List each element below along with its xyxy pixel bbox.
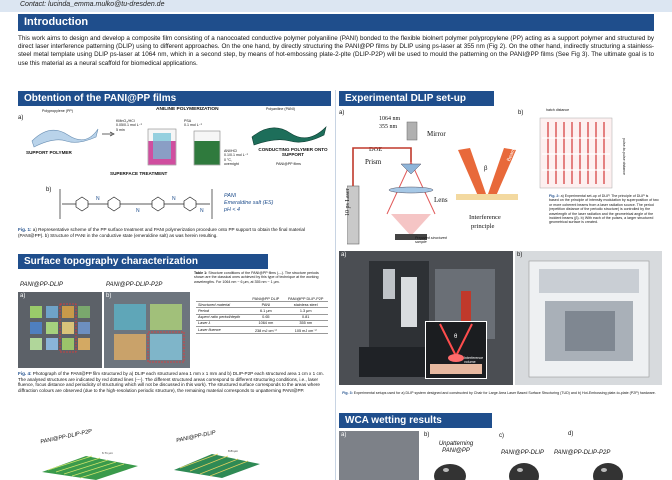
- fig4-caption-text: Photograph of the PANI@PP film structured by a) DLIP each structured area 1 mm x 1 mm and b) DLIP-P2P each structured area 1 cm x 1 cm. The analysed structures are indicated by red dotted lines (---). The different structured areas correspond to different structuring conditions, i.e., laser fluence, focus distance and periodicity of structuring which will not be discussed in this work). The structured surface corresponds to the areas where diffraction colours are observed (due to the high-resolution periodic structure), the remaining material corresponds to unpatterning PANI@PP.: [18, 371, 324, 393]
- kmno4-conc: 0.05/0.1 mol L⁻¹: [116, 123, 142, 128]
- interference-label: Interference: [469, 214, 501, 221]
- ani-text: ANI/HCl: [224, 149, 237, 153]
- pani-salt: Emeraldine salt (ES): [224, 200, 274, 206]
- ani-time: overnight: [224, 162, 239, 167]
- fig1-caption-text: a) Representative scheme of the PP surface treatment and PANI polymerization procedure onto PP support to obtain the final material (PANI@PP). b) Structure of PANI in the conductive state (emeraldine salt) as was herein resulting.: [18, 227, 306, 238]
- fig1-panel-a: a): [18, 115, 24, 121]
- principle-label: principle: [471, 223, 495, 230]
- beams-graphic: [448, 146, 526, 202]
- pani-ph: pH < 4: [224, 207, 241, 213]
- dlip-title: Experimental DLIP set-up: [345, 93, 466, 104]
- wca-title: WCA wetting results: [345, 415, 442, 426]
- structure-table: [196, 296, 328, 334]
- treatment-label: SUPERFACE TREATMENT: [110, 171, 168, 176]
- table-cell: Aspect ratio period/depth: [196, 314, 248, 320]
- doe-label: DOE: [369, 146, 383, 153]
- dlip-header: [339, 91, 494, 106]
- droplet-icon: [432, 458, 468, 480]
- kmno4-conditions: [116, 119, 142, 132]
- conducting-label: [258, 147, 328, 157]
- mirror-label: Mirror: [427, 130, 446, 138]
- svg-text:N: N: [96, 196, 100, 202]
- table1-caption-label: Table 1:: [194, 271, 208, 275]
- table1-caption: [194, 271, 330, 284]
- interference-volume-label: Interference volume: [464, 356, 484, 365]
- prism-label: Prism: [365, 158, 382, 166]
- intro-title: Introduction: [24, 16, 89, 28]
- column-divider: [335, 90, 336, 480]
- topography-map-left: [40, 442, 140, 480]
- wavelength-1: 1064 nm: [379, 116, 401, 122]
- dlip-photo: [18, 292, 102, 368]
- lens-label: Lens: [434, 196, 448, 204]
- table-cell: 1.3 μm: [283, 308, 328, 314]
- pani-legend: [224, 193, 273, 214]
- fig1-panel-b: b): [46, 187, 52, 193]
- table-header-cell: PANI@PP DLIP: [248, 296, 283, 302]
- kmno4-time: 5 min: [116, 127, 125, 132]
- table-cell: 0.65: [248, 314, 283, 320]
- support-label: SUPPORT POLYMER: [26, 150, 72, 155]
- hatch-diagram: [518, 108, 658, 194]
- pp-label: Polypropylene (PP): [42, 109, 73, 113]
- surface-header: [18, 254, 268, 269]
- arrow-icon: [102, 131, 116, 137]
- fig1-caption: [18, 227, 331, 238]
- beaker-icon: [144, 127, 180, 169]
- kmno4-text: KMnO₄/HCl: [116, 119, 135, 123]
- ani-conditions: [224, 149, 248, 167]
- contact-text: Contact: lucinda_emma.mulko@tu-dresden.de: [20, 1, 165, 8]
- table-cell: Structured material: [196, 302, 248, 308]
- table-cell: Laser fluence: [196, 326, 248, 333]
- table-cell: 6.1 μm: [248, 308, 283, 314]
- table-cell: stainless steel: [283, 302, 328, 308]
- p2p-photo: [104, 292, 190, 368]
- svg-text:N: N: [200, 208, 204, 214]
- fig3-caption-text: Experimental setups used for a) DLIP system designed and constructed by Chair for Large Area Laser Based Surface Structuring (TUD) and b) Hot-Embossing plate-to-plate (P2P) hardware.: [352, 391, 656, 395]
- theta-label: θ: [454, 334, 458, 340]
- svg-text:N: N: [136, 208, 140, 214]
- pani-film-graphic: [250, 115, 328, 149]
- fig1-scheme: [18, 107, 331, 225]
- pani-pp-label: PANI@PP films: [276, 162, 301, 166]
- contact-bar: [0, 0, 672, 12]
- pani-structure-graphic: [58, 185, 218, 221]
- p2p-hardware-photo: [515, 251, 662, 385]
- wavelength-2: 355 nm: [379, 124, 398, 130]
- p2p-pattern-graphic: [110, 300, 188, 366]
- fig3-caption-label: Fig. 3:: [342, 391, 353, 395]
- obtention-title: Obtention of the PANI@PP films: [24, 93, 177, 104]
- interference-inset-graphic: [426, 322, 486, 378]
- wca-panel-a: a): [341, 432, 347, 438]
- pani-name: PANI: [224, 193, 237, 199]
- wca-c-label: PANI@PP-DLIP: [501, 450, 544, 456]
- fig2-panel-b: b): [518, 110, 524, 116]
- hatch-grid-graphic: [538, 116, 618, 192]
- wca-d-label: PANI@PP-DLIP-P2P: [554, 450, 611, 456]
- fig2-caption: [549, 194, 659, 225]
- label-dlip-p2p: PANI@PP-DLIP-P2P: [106, 282, 163, 288]
- wca-photo-a: [339, 431, 419, 480]
- ani-conc: 0.1/0.1 mol L⁻¹: [224, 153, 248, 158]
- table1-caption-text: Structure conditions of the PANI@PP films (---). The structure periods shown are the classical ones achieved by this type of technique at the working wavelengths. For 1064 nm ~ 6 μm, at 355 nm ~ 1 μm.: [194, 271, 319, 284]
- wca-b-caption: [426, 441, 486, 455]
- aniline-title: ANILINE POLYMERIZATION: [156, 107, 219, 112]
- psa-conc: 0.1 mol L⁻¹: [184, 123, 202, 128]
- beam1-label: Beam 1: [452, 164, 466, 183]
- beaker-icon: [190, 129, 224, 169]
- table-cell: 105 mJ cm⁻²: [283, 326, 328, 333]
- intro-header: [18, 14, 654, 31]
- laser-label: 10 ps Laser: [345, 188, 351, 216]
- hatch-label: hatch distance: [546, 108, 570, 112]
- surface-title: Surface topography characterization: [24, 256, 198, 267]
- conducting-text: CONDUCTING POLYMER ONTO SUPPORT: [258, 147, 328, 157]
- wca-panel-d: d): [568, 431, 574, 437]
- dlip-system-photo: [339, 251, 513, 385]
- fig4-caption: [18, 371, 331, 393]
- fig2-caption-text: a) Experimental set-up of DLIP. The principle of DLIP is based on the principle of intensity modulation by superposition of two or more coherent beams from a laser radiation source. The period (repetition distance of the periodic structure) is controlled by the wavelength of the laser radiation and the geometrical angle of the incident beams (β). b) With each of the pulses, a larger structured geometrical surface is created.: [549, 194, 659, 225]
- dlip-grid-graphic: [24, 302, 100, 366]
- pani-label: Polyaniline (PANI): [266, 107, 295, 111]
- label-dlip: PANI@PP-DLIP: [20, 282, 63, 288]
- wca-panel-b: b): [424, 432, 430, 438]
- ani-temp: 0 °C,: [224, 157, 233, 162]
- beta-label: β: [484, 166, 488, 172]
- psa-conditions: [184, 119, 202, 128]
- sample-label: Prepared structured sample: [415, 236, 447, 245]
- table-cell: PANI: [248, 302, 283, 308]
- obtention-header: [18, 91, 331, 106]
- svg-text:8.81μm: 8.81μm: [228, 449, 239, 453]
- table-header-cell: PANI@PP DLIP-P2P: [283, 296, 328, 302]
- table-cell: 1064 nm: [248, 320, 283, 326]
- map-right-label: PANI@PP-DLIP: [175, 429, 217, 445]
- photo-b-label: b): [106, 293, 112, 299]
- table-cell: 355 nm: [283, 320, 328, 326]
- table-row: [196, 326, 328, 333]
- photo-a-label: a): [20, 293, 26, 299]
- svg-text:6.71 μm: 6.71 μm: [102, 451, 113, 455]
- fig3-panel-a: a): [341, 252, 347, 258]
- table-cell: 0.81: [283, 314, 328, 320]
- svg-text:N: N: [172, 196, 176, 202]
- beam2-label: Beam 2: [506, 144, 519, 163]
- fig3-caption: [339, 391, 659, 395]
- fig1-caption-label: Fig. 1:: [18, 227, 32, 232]
- table-cell: Laser λ: [196, 320, 248, 326]
- wca-header: [339, 413, 492, 428]
- table-cell: 238 mJ cm⁻²: [248, 326, 283, 333]
- fig3-panel-b: b): [517, 252, 523, 258]
- droplet-icon: [506, 458, 542, 480]
- droplet-icon: [590, 458, 626, 480]
- table-cell: Period: [196, 308, 248, 314]
- map-left-label: PANI@PP-DLIP-P2P: [39, 428, 93, 446]
- fig2-caption-label: Fig. 2:: [549, 194, 560, 198]
- pp-film-graphic: [30, 115, 100, 151]
- fig4-caption-label: Fig. 4:: [18, 371, 32, 376]
- fig2-panel-a: a): [339, 110, 345, 116]
- wca-panel-c: c): [499, 433, 504, 439]
- topography-map-right: [172, 440, 262, 480]
- p2p-hardware-graphic: [515, 251, 662, 385]
- intro-text: This work aims to design and develop a composite film consisting of a nanocoated conductive polymer polyaniline (PANI) bonded to the flexible biolnert polymer polypropylene (PP) acting as a support polymer and structured by direct laser interference patterning (DLIP) using to different approaches. On the one hand, by directly structuring the PANI@PP films by DLIP using ps-laser at 355 nm (Fig 2). On the other hand, indirectly structuring a stainless-steel metal template using DLIP ps-laser at 1064 nm, which in a second step, by means of hot-embossing plate-2-plte (DLIP-P2P) will be used to mould the patterning on the PANI@PP films (See Fig 3). The ultimate goal is to use this material as a neural scaffold for biomedical applications.: [18, 35, 654, 67]
- topography-maps: [40, 420, 260, 480]
- pulse-label: pulse-to-pulse distance: [622, 138, 626, 175]
- psa-text: PSA: [184, 119, 192, 123]
- wca-b-label2: PANI@PP: [442, 448, 470, 454]
- interference-inset: [425, 321, 487, 379]
- wca-b-label1: Unpatterning: [438, 441, 474, 447]
